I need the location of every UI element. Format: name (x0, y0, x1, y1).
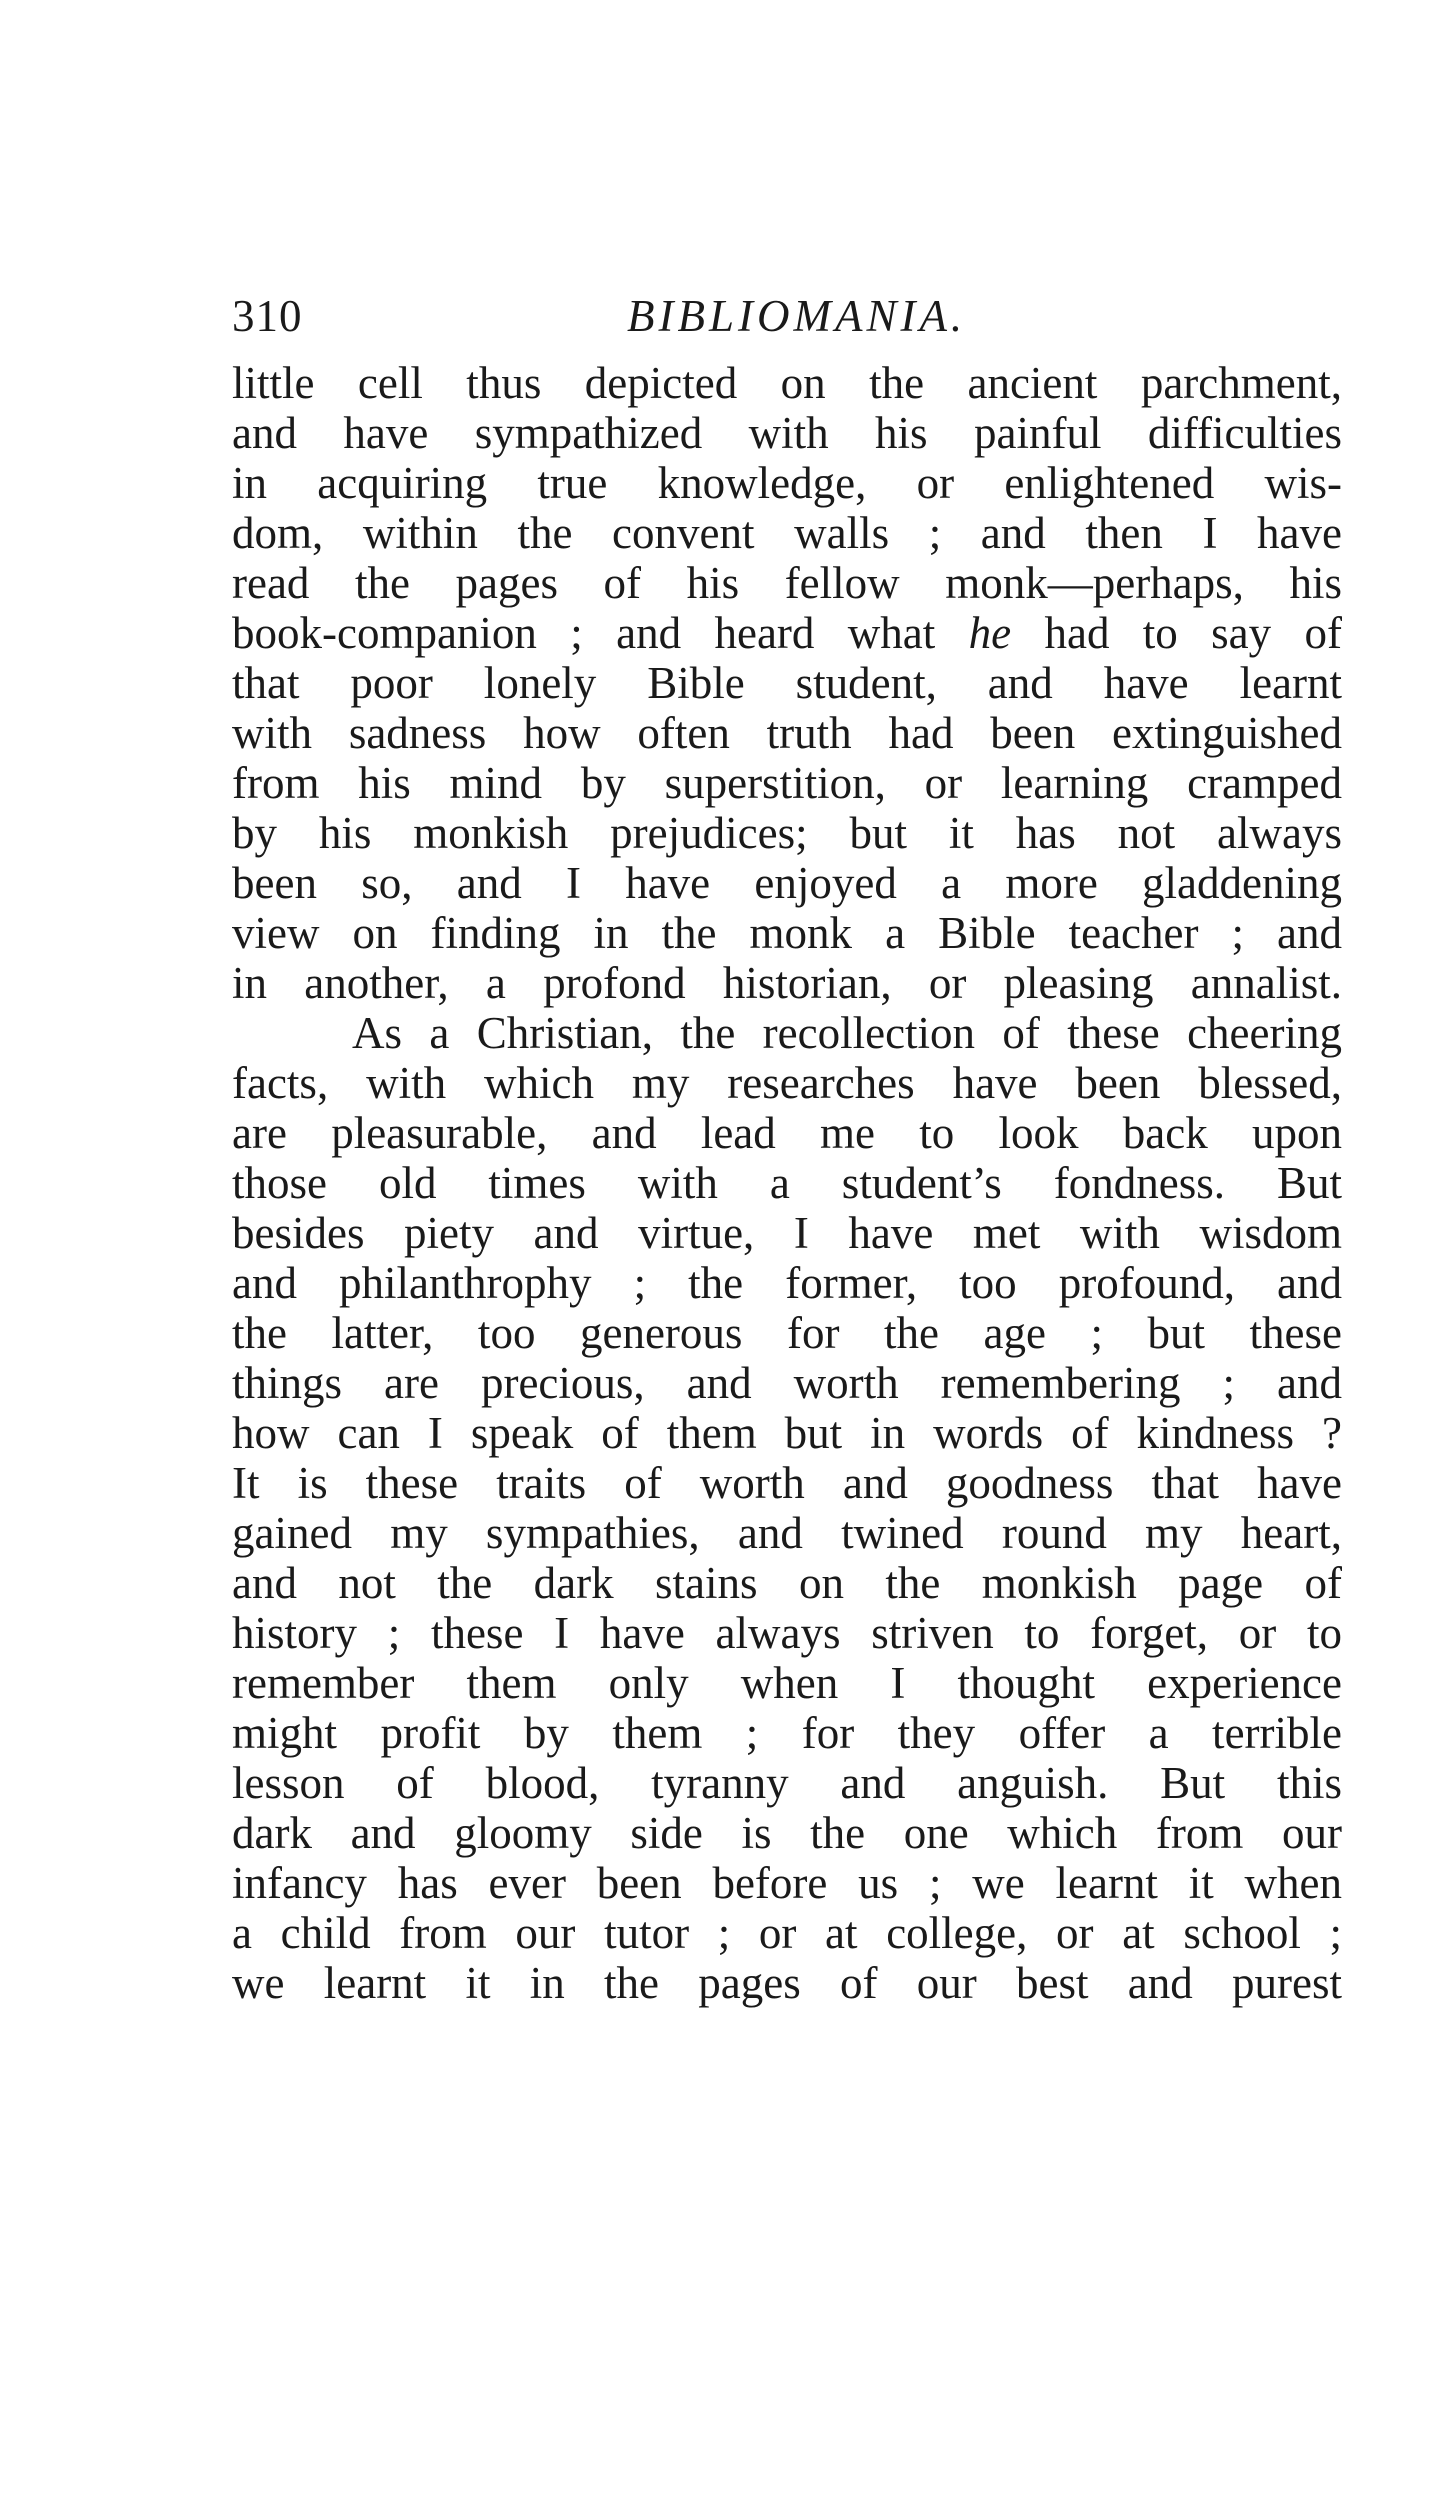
text-line (232, 608, 1342, 658)
text-line: As a Christian, the recollection of these cheering (352, 1008, 1342, 1058)
emphasized-word: he (968, 608, 1012, 658)
body-text (232, 358, 1342, 2008)
text-line: infancy has ever been before us ; we learnt it when (232, 1858, 1342, 1908)
text-line: in acquiring true knowledge, or enlightened wis- (232, 458, 1342, 508)
text-line: with sadness how often truth had been extinguished (232, 708, 1342, 758)
text-line: by his monkish prejudices; but it has not always (232, 808, 1342, 858)
text-line: how can I speak of them but in words of kindness ? (232, 1408, 1342, 1458)
text-line: gained my sympathies, and twined round my heart, (232, 1508, 1342, 1558)
text-line: dom, within the convent walls ; and then I have (232, 508, 1342, 558)
text-fragment: had to say of (1044, 608, 1342, 658)
text-line: those old times with a student’s fondness. But (232, 1158, 1342, 1208)
text-line: history ; these I have always striven to forget, or to (232, 1608, 1342, 1658)
text-line: been so, and I have enjoyed a more gladdening (232, 858, 1342, 908)
text-line: things are precious, and worth remembering ; and (232, 1358, 1342, 1408)
text-line: are pleasurable, and lead me to look back upon (232, 1108, 1342, 1158)
text-line: dark and gloomy side is the one which from our (232, 1808, 1342, 1858)
running-head (232, 288, 1342, 344)
text-line: from his mind by superstition, or learning cramped (232, 758, 1342, 808)
text-line: a child from our tutor ; or at college, or at school ; (232, 1908, 1342, 1958)
text-line: view on finding in the monk a Bible teacher ; and (232, 908, 1342, 958)
text-line: read the pages of his fellow monk—perhaps, his (232, 558, 1342, 608)
text-line: in another, a profond historian, or pleasing annalist. (232, 958, 1342, 1008)
text-line: It is these traits of worth and goodness that have (232, 1458, 1342, 1508)
text-line: facts, with which my researches have been blessed, (232, 1058, 1342, 1108)
text-line: the latter, too generous for the age ; but these (232, 1308, 1342, 1358)
text-line: besides piety and virtue, I have met with wisdom (232, 1208, 1342, 1258)
text-line: remember them only when I thought experience (232, 1658, 1342, 1708)
running-title: BIBLIOMANIA. (627, 291, 967, 341)
text-line: that poor lonely Bible student, and have learnt (232, 658, 1342, 708)
text-line: and not the dark stains on the monkish page of (232, 1558, 1342, 1608)
text-line: and philanthrophy ; the former, too profound, and (232, 1258, 1342, 1308)
page-number: 310 (232, 291, 303, 341)
text-fragment: book-companion ; and heard what (232, 608, 936, 658)
text-line: little cell thus depicted on the ancient parchment, (232, 358, 1342, 408)
text-line: we learnt it in the pages of our best and purest (232, 1958, 1342, 2008)
text-line: lesson of blood, tyranny and anguish. But this (232, 1758, 1342, 1808)
text-line: might profit by them ; for they offer a terrible (232, 1708, 1342, 1758)
text-line: and have sympathized with his painful difficulties (232, 408, 1342, 458)
